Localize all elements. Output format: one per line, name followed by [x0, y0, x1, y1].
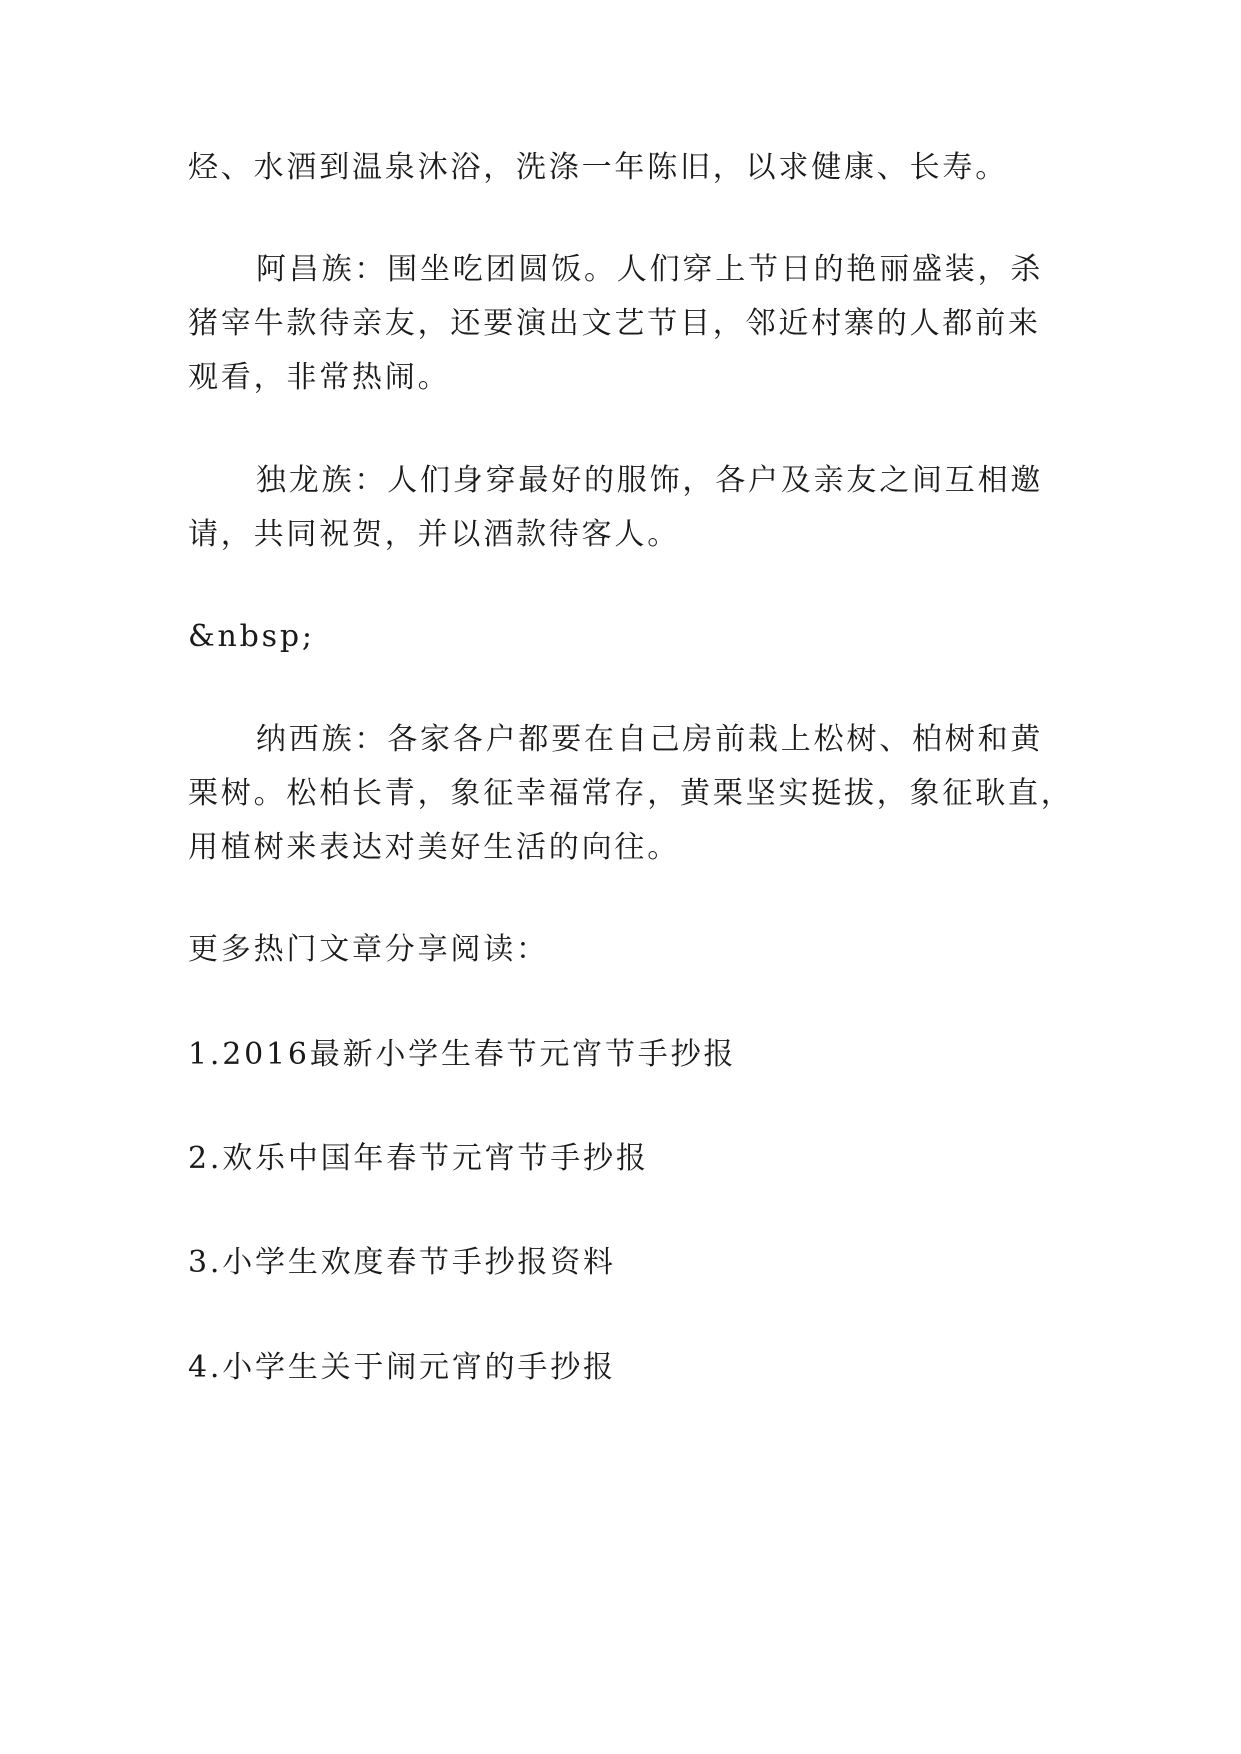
related-link-4[interactable]: 4.小学生关于闹元宵的手抄报 — [188, 1350, 616, 1385]
related-link-1[interactable]: 1.2016最新小学生春节元宵节手抄报 — [188, 1037, 737, 1072]
naxi-line-2: 栗树。松柏长青，象征幸福常存，黄栗坚实挺拔，象征耿直， — [188, 776, 1074, 811]
related-link-3[interactable]: 3.小学生欢度春节手抄报资料 — [188, 1245, 616, 1280]
dulong-line-1: 独龙族：人们身穿最好的服饰，各户及亲友之间互相邀 — [256, 463, 1044, 498]
dulong-line-2: 请，共同祝贺，并以酒款待客人。 — [188, 517, 680, 552]
achang-line-3: 观看，非常热闹。 — [188, 360, 451, 395]
achang-line-1: 阿昌族：围坐吃团圆饭。人们穿上节日的艳丽盛装，杀 — [256, 252, 1044, 287]
bath-line-1: 烃、水酒到温泉沐浴，洗涤一年陈旧，以求健康、长寿。 — [188, 150, 1008, 185]
related-link-2[interactable]: 2.欢乐中国年春节元宵节手抄报 — [188, 1141, 649, 1176]
naxi-line-3: 用植树来表达对美好生活的向往。 — [188, 830, 680, 865]
naxi-line-1: 纳西族：各家各户都要在自己房前栽上松树、柏树和黄 — [256, 722, 1044, 757]
nbsp-entity-text: &nbsp; — [188, 619, 315, 654]
more-articles-heading: 更多热门文章分享阅读： — [188, 932, 549, 967]
achang-line-2: 猪宰牛款待亲友，还要演出文艺节目，邻近村寨的人都前来 — [188, 306, 1041, 341]
